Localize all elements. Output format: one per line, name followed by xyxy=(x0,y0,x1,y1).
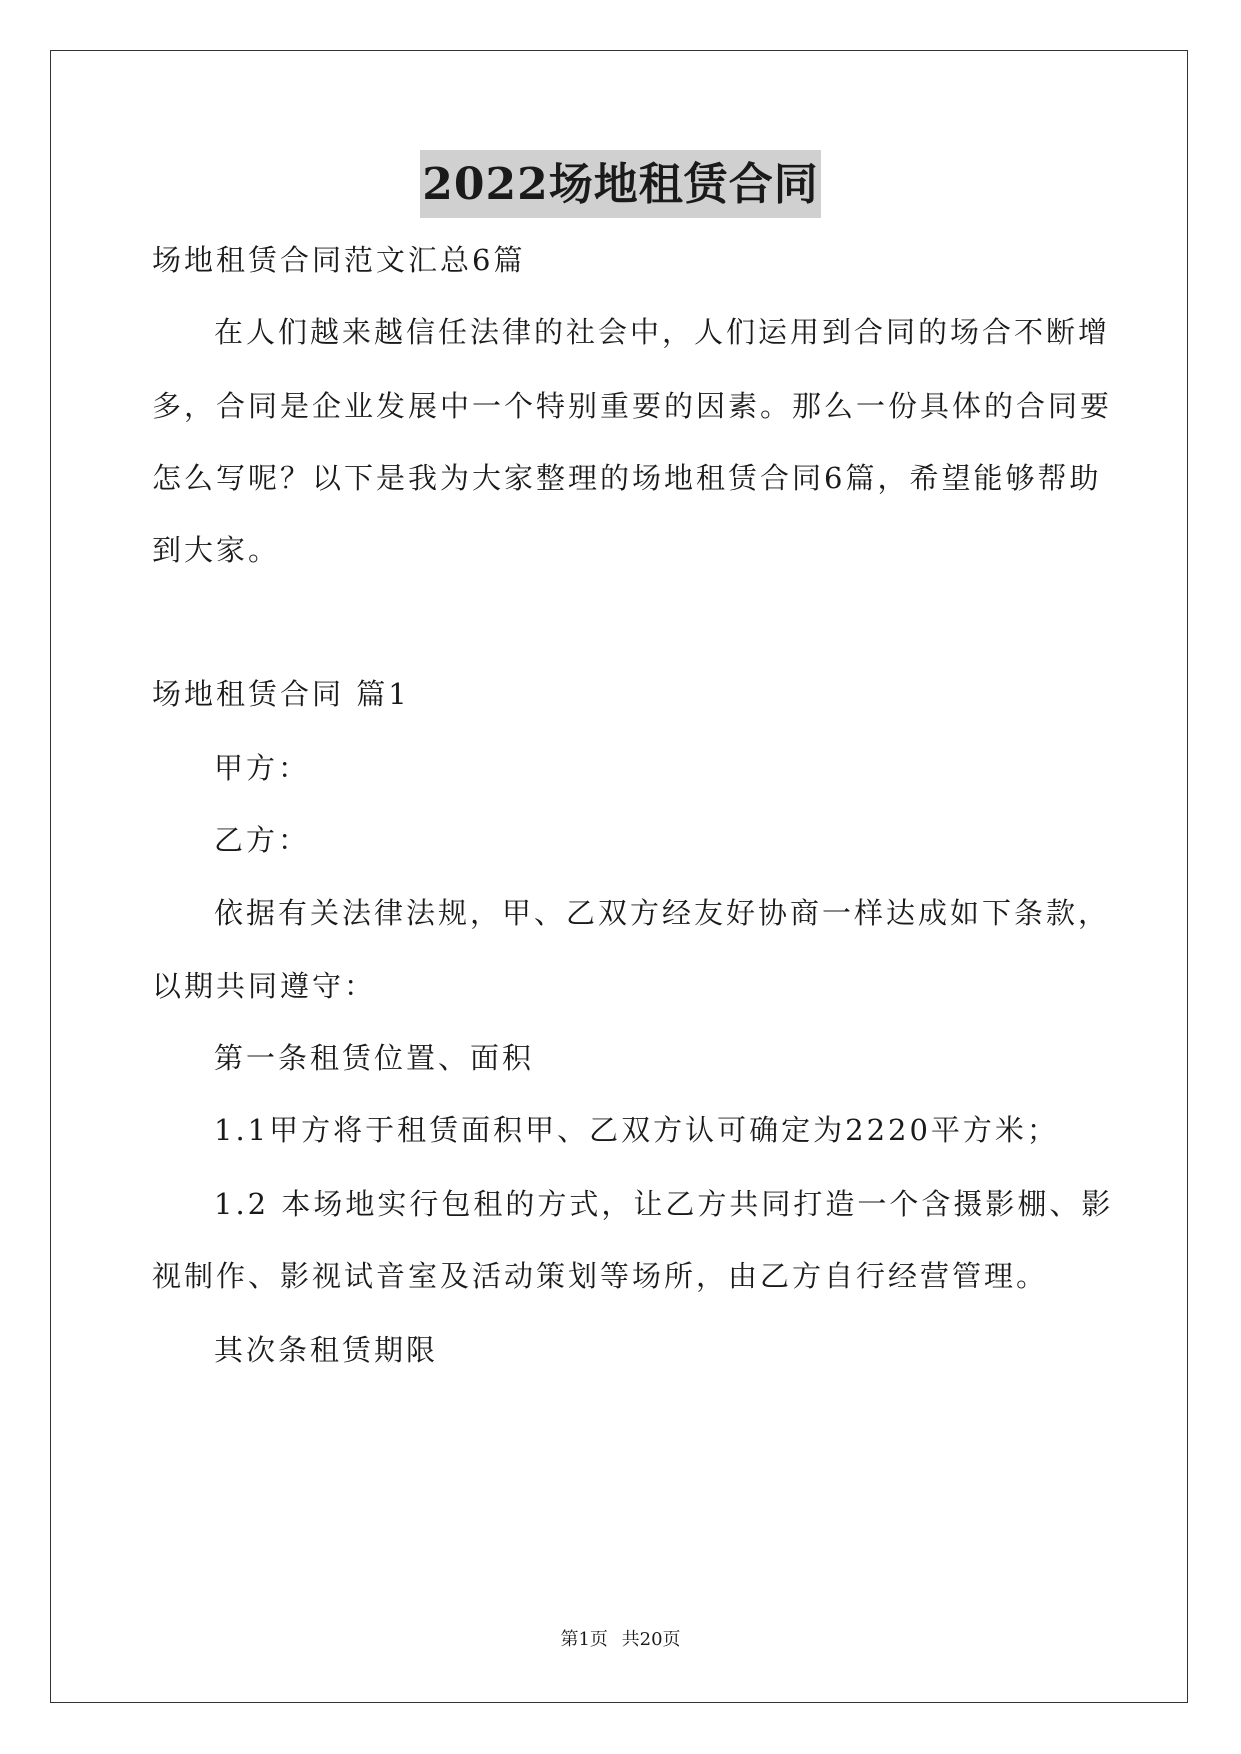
section-heading: 场地租赁合同 篇1 xyxy=(152,677,410,711)
page-number-total: 共20页 xyxy=(621,1629,681,1650)
party-a-label: 甲方： xyxy=(214,751,311,785)
clause-1-1: 1.1甲方将于租赁面积甲、乙双方认可确定为2220平方米； xyxy=(214,1113,1059,1147)
article-2-title: 其次条租赁期限 xyxy=(214,1333,439,1367)
clause-1-2-line: 1.2 本场地实行包租的方式，让乙方共同打造一个含摄影棚、影 xyxy=(214,1187,1114,1221)
page-footer xyxy=(0,1628,1241,1652)
document-title: 2022场地租赁合同 xyxy=(420,150,820,218)
subtitle: 场地租赁合同范文汇总6篇 xyxy=(152,243,526,277)
title-container xyxy=(0,150,1241,218)
agreement-paragraph-line: 以期共同遵守： xyxy=(152,969,377,1003)
clause-1-2-line: 视制作、影视试音室及活动策划等场所，由乙方自行经营管理。 xyxy=(152,1259,1049,1293)
page-border xyxy=(50,50,1188,1703)
page-number-current: 第1页 xyxy=(560,1629,608,1650)
intro-paragraph-line: 多，合同是企业发展中一个特别重要的因素。那么一份具体的合同要 xyxy=(152,389,1113,423)
intro-paragraph-line: 怎么写呢？以下是我为大家整理的场地租赁合同6篇，希望能够帮助 xyxy=(152,461,1102,495)
party-b-label: 乙方： xyxy=(214,823,311,857)
intro-paragraph-line: 在人们越来越信任法律的社会中，人们运用到合同的场合不断增 xyxy=(214,315,1111,349)
intro-paragraph-line: 到大家。 xyxy=(152,533,281,567)
article-1-title: 第一条租赁位置、面积 xyxy=(214,1041,535,1075)
agreement-paragraph-line: 依据有关法律法规，甲、乙双方经友好协商一样达成如下条款， xyxy=(214,896,1111,930)
